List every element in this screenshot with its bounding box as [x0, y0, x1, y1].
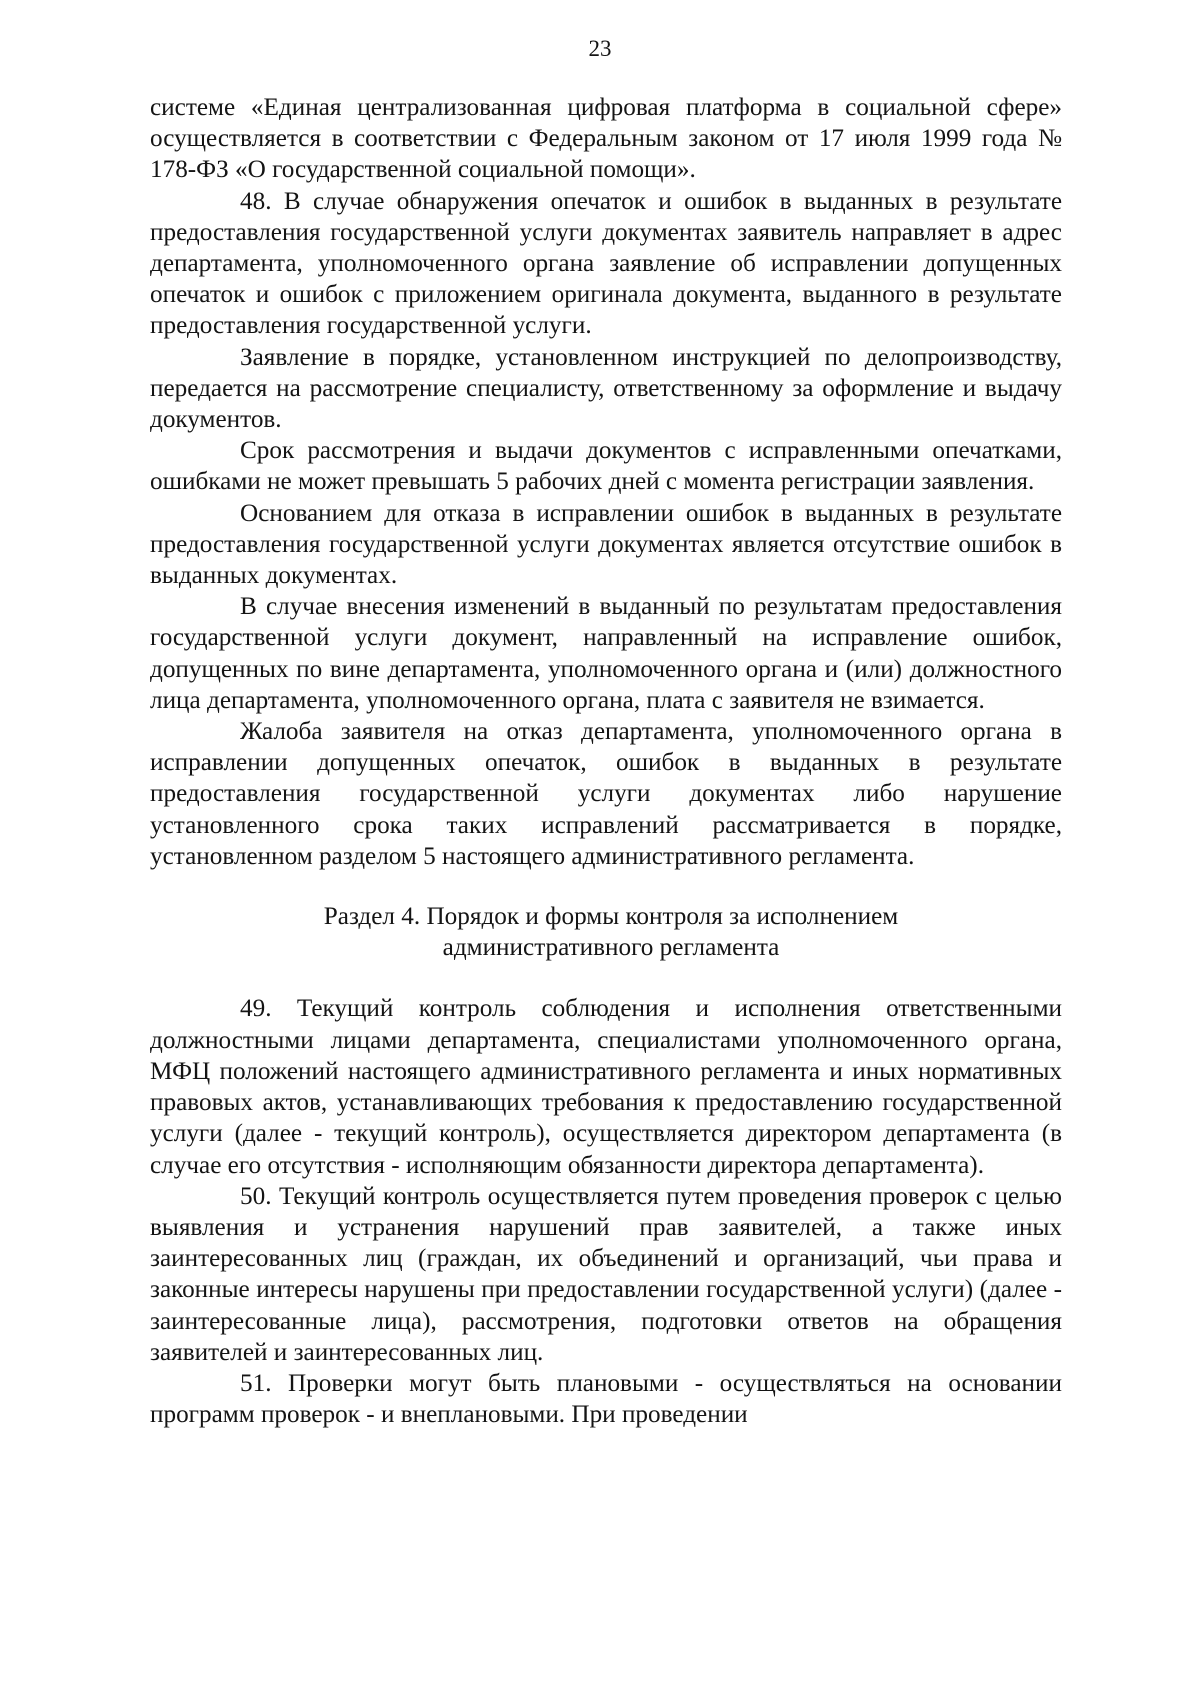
- paragraph-complaint: Жалоба заявителя на отказ департамента, уполномоченного органа в исправлении допущенных опечаток, ошибок в выданных в результате предоставления государственной услуги документах либо нарушение установленного срока таких исправлений рассматривается в порядке, установленном разделом 5 настоящего административного регламента.: [150, 718, 1062, 870]
- page-number: 23: [588, 36, 612, 61]
- paragraph-refusal-grounds: Основанием для отказа в исправлении ошибок в выданных в результате предоставления государственной услуги документах является отсутствие ошибок в выданных документах.: [150, 499, 1062, 590]
- paragraph-continuation: системе «Единая централизованная цифровая платформа в социальной сфере» осуществляется в соответствии с Федеральным законом от 17 июля 1999 года № 178-ФЗ «О государственной социальной помощи».: [150, 94, 1062, 184]
- paragraph-50: 50. Текущий контроль осуществляется путем проведения проверок с целью выявления и устранения нарушений прав заявителей, а также иных заинтересованных лиц (граждан, их объединений и организаций, чьи права и законные интересы нарушены при предоставлении государственной услуги) (далее - заинтересованные лица), рассмотрения, подготовки ответов на обращения заявителей и заинтересованных лиц.: [150, 1182, 1062, 1366]
- section-heading-line-1: Раздел 4. Порядок и формы контроля за исполнением: [323, 903, 899, 931]
- paragraph-application-procedure: Заявление в порядке, установленном инструкцией по делопроизводству, передается на рассмотрение специалисту, ответственному за оформление и выдачу документов.: [150, 343, 1062, 434]
- section-heading: [150, 901, 1062, 963]
- paragraph-49: 49. Текущий контроль соблюдения и исполнения ответственными должностными лицами департамента, специалистами уполномоченного органа, МФЦ положений настоящего административного регламента и иных нормативных правовых актов, устанавливающих требования к предоставлению государственной услуги (далее - текущий контроль), осуществляется директором департамента (в случае его отсутствия - исполняющим обязанности директора департамента).: [150, 995, 1062, 1179]
- paragraph-no-fee: В случае внесения изменений в выданный по результатам предоставления государственной услуги документ, направленный на исправление ошибок, допущенных по вине департамента, уполномоченного органа и (или) должностного лица департамента, уполномоченного органа, плата с заявителя не взимается.: [150, 593, 1062, 714]
- document-body: [150, 92, 1062, 1430]
- paragraph-48: 48. В случае обнаружения опечаток и ошибок в выданных в результате предоставления государственной услуги документах заявитель направляет в адрес департамента, уполномоченного органа заявление об исправлении допущенных опечаток и ошибок с приложением оригинала документа, выданного в результате предоставления государственной услуги.: [150, 187, 1062, 340]
- paragraph-51: 51. Проверки могут быть плановыми - осуществляться на основании программ проверок - и внеплановыми. При проведении: [150, 1369, 1062, 1429]
- section-heading-line-2: административного регламента: [442, 934, 780, 962]
- paragraph-review-term: Срок рассмотрения и выдачи документов с исправленными опечатками, ошибками не может превышать 5 рабочих дней с момента регистрации заявления.: [150, 437, 1062, 496]
